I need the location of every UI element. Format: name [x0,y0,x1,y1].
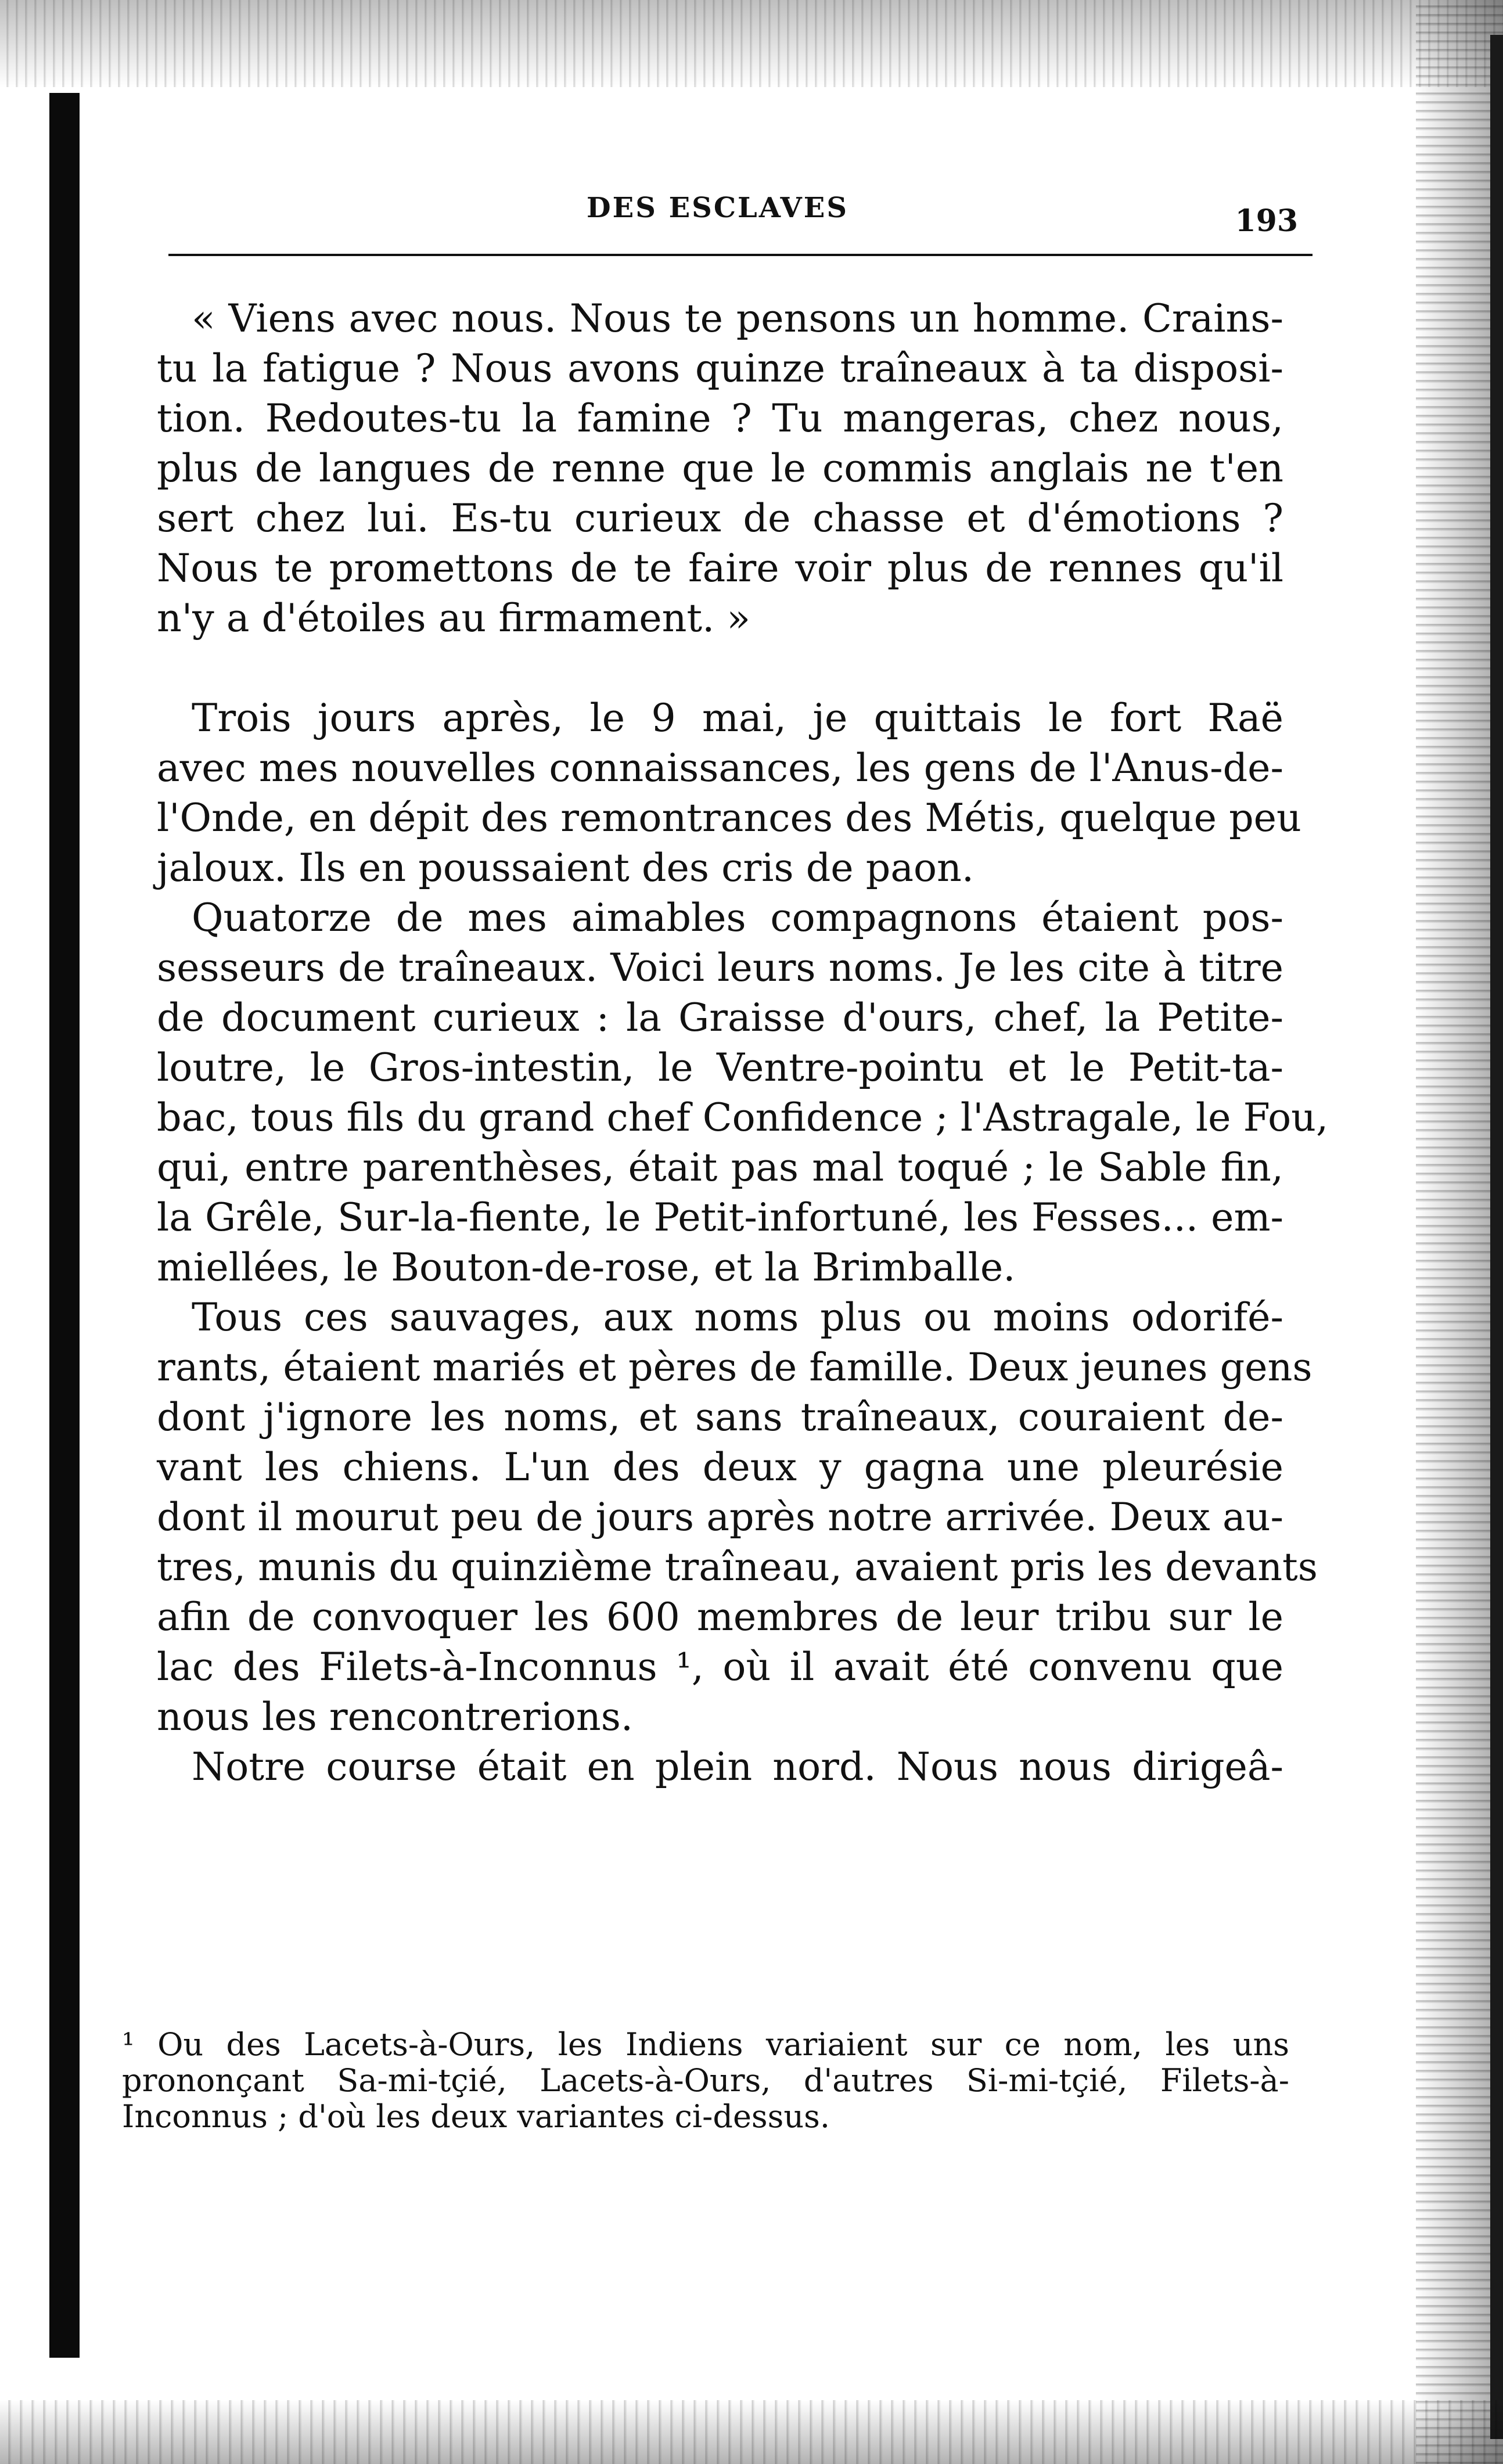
text-line: tion. Redoutes-tu la famine ? Tu mangeras, chez nous, [157,395,1283,441]
text-line: plus de langues de renne que le commis anglais ne t'en [157,445,1283,491]
paragraph [157,1742,1283,1792]
text-line: de document curieux : la Graisse d'ours, chef, la Petite- [157,995,1283,1040]
paragraph [157,893,1329,1292]
text-line: « Viens avec nous. Nous te pensons un homme. Crains- [192,296,1283,341]
body-text [157,293,1329,1792]
text-line: sert chez lui. Es-tu curieux de chasse et d'émotions ? [157,495,1283,541]
page-number: 193 [1235,203,1298,239]
text-line: Quatorze de mes aimables compagnons étaient pos- [192,895,1283,940]
text-line: n'y a d'étoiles au firmament. » [157,595,751,641]
text-line: bac, tous fils du grand chef Confidence ; l'Astragale, le Fou, [157,1095,1329,1140]
paragraph [157,693,1301,893]
text-line: dont il mourut peu de jours après notre arrivée. Deux au- [157,1494,1283,1539]
running-header [168,192,1313,244]
text-line: Tous ces sauvages, aux noms plus ou moins odorifé- [192,1294,1283,1340]
text-line: Trois jours après, le 9 mai, je quittais le fort Raë [192,695,1283,740]
text-line: vant les chiens. L'un des deux y gagna une pleurésie [157,1444,1283,1490]
text-line: Nous te promettons de te faire voir plus de rennes qu'il [157,545,1283,591]
text-line: miellées, le Bouton-de-rose, et la Brimballe. [157,1244,1016,1290]
header-rule [168,254,1313,256]
paragraph-gap [157,643,1283,693]
text-line: l'Onde, en dépit des remontrances des Métis, quelque peu [157,795,1301,840]
text-line: tu la fatigue ? Nous avons quinze traîneaux à ta disposi- [157,346,1283,391]
scan-spine-shadow [49,93,80,2358]
scan-right-border [1490,35,1503,2439]
running-title: DES ESCLAVES [587,192,849,224]
text-line: nous les rencontrerions. [157,1694,633,1739]
footnote-line: ¹ Ou des Lacets-à-Ours, les Indiens variaient sur ce nom, les uns [122,2026,1289,2063]
footnote-line: Inconnus ; d'où les deux variantes ci-dessus. [122,2098,830,2135]
text-line: avec mes nouvelles connaissances, les gens de l'Anus-de- [157,745,1283,790]
paragraph [157,1292,1318,1742]
text-line: loutre, le Gros-intestin, le Ventre-pointu et le Petit-ta- [157,1045,1283,1090]
scan-bottom-edge [0,2400,1503,2464]
footnote [122,2027,1289,2135]
text-line: qui, entre parenthèses, était pas mal toqué ; le Sable fin, [157,1145,1283,1190]
text-line: lac des Filets-à-Inconnus ¹, où il avait été convenu que [157,1644,1283,1689]
text-line: dont j'ignore les noms, et sans traîneaux, couraient de- [157,1394,1283,1440]
scan-top-edge [0,0,1503,87]
text-line: tres, munis du quinzième traîneau, avaient pris les devants [157,1544,1318,1589]
text-line: jaloux. Ils en poussaient des cris de paon. [157,845,974,890]
text-line: la Grêle, Sur-la-fiente, le Petit-infortuné, les Fesses... em- [157,1195,1283,1240]
footnote-line: prononçant Sa-mi-tçié, Lacets-à-Ours, d'autres Si-mi-tçié, Filets-à- [122,2062,1289,2099]
text-line: afin de convoquer les 600 membres de leur tribu sur le [157,1594,1283,1639]
text-line: sesseurs de traîneaux. Voici leurs noms. Je les cite à titre [157,945,1283,990]
paragraph [157,293,1283,643]
text-line: Notre course était en plein nord. Nous nous dirigeâ- [192,1744,1283,1789]
text-line: rants, étaient mariés et pères de famille. Deux jeunes gens [157,1344,1313,1390]
